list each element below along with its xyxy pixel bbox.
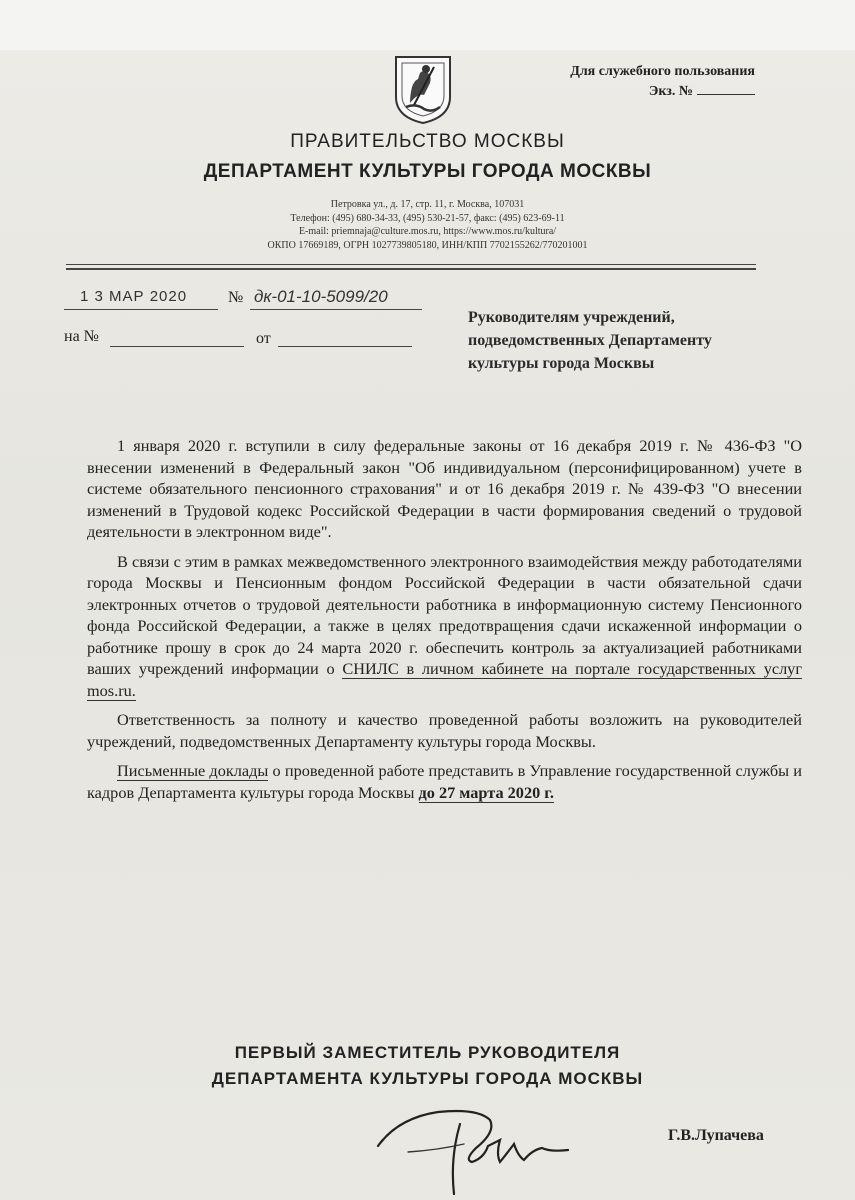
- contact-email: E-mail: priemnaja@culture.mos.ru, https://www.mos.ru/kultura/: [298, 226, 557, 237]
- copy-number-blank: [697, 94, 755, 95]
- contact-phone: Телефон: (495) 680-34-33, (495) 530-21-57, факс: (495) 623-69-11: [290, 212, 565, 224]
- restriction-label: Для служебного пользования: [570, 64, 755, 79]
- registration-number-label: №: [228, 289, 244, 306]
- handwritten-signature: [368, 1088, 578, 1200]
- copy-number-label: Экз. №: [648, 84, 693, 99]
- paragraph-request: [87, 551, 802, 702]
- date-underline: [64, 309, 218, 310]
- header-rule-top: [66, 264, 756, 265]
- paragraph-reports: [87, 760, 802, 803]
- signatory-title: [0, 1040, 855, 1092]
- paragraph-request-text: В связи с этим в рамках межведомственного электронного взаимодействия между работодателями города Москвы и Пенсионным фондом Российской Федерации в части обязательной сдачи электронных отчетов о трудовой деятельности работника в информационную систему Пенсионного фонда Российской Федерации, а также в целях предотвращения сдачи искаженной информации о работнике прошу в срок до 24 марта 2020 г. обеспечить контроль за актуализацией работниками ваших учреждений информации о: [87, 551, 802, 678]
- signatory-name: Г.В.Лупачева: [668, 1127, 764, 1144]
- addressee-line-1: Руководителям учреждений,: [468, 309, 675, 326]
- reference-date-blank: [278, 346, 412, 347]
- department-contacts: [0, 198, 855, 252]
- copy-number: [570, 82, 755, 102]
- number-underline: [250, 309, 422, 310]
- restriction-stamp: [570, 62, 755, 102]
- addressee-line-3: культуры города Москвы: [468, 355, 655, 372]
- addressee: [468, 306, 712, 375]
- moscow-coat-of-arms-icon: [388, 53, 458, 125]
- reports-highlight: Письменные доклады: [117, 761, 269, 780]
- signatory-title-line-2: ДЕПАРТАМЕНТА КУЛЬТУРЫ ГОРОДА МОСКВЫ: [211, 1069, 644, 1088]
- reports-deadline: до 27 марта 2020 г.: [418, 782, 554, 802]
- registration-number: дк-01-10-5099/20: [254, 287, 388, 306]
- reference-number-blank: [110, 346, 244, 347]
- letter-body: [87, 435, 802, 811]
- reference-date-label: от: [256, 330, 271, 347]
- registration-date: 1 3 МАР 2020: [80, 288, 188, 305]
- reference-number-label: на №: [64, 328, 99, 345]
- reports-text: о проведенной работе представить в Управление государственной службы и кадров Департамента культуры города Москвы: [87, 761, 802, 802]
- department-title: ДЕПАРТАМЕНТ КУЛЬТУРЫ ГОРОДА МОСКВЫ: [203, 161, 652, 182]
- contact-address: Петровка ул., д. 17, стр. 11, г. Москва, 107031: [330, 199, 525, 210]
- paragraph-responsibility: Ответственность за полноту и качество проведенной работы возложить на руководителей учреждений, подведомственных Департаменту культуры города Москвы.: [87, 710, 802, 751]
- paragraph-laws: 1 января 2020 г. вступили в силу федеральные законы от 16 декабря 2019 г. № 436-ФЗ "О внесении изменений в Федеральный закон "Об индивидуальном (персонифицированном) учете в системе обязательного пенсионного страхования" и от 16 декабря 2019 г. № 439-ФЗ "О внесении изменений в Трудовой кодекс Российской Федерации в части формирования сведений о трудовой деятельности в электронном виде".: [87, 436, 802, 541]
- contact-codes: ОКПО 17669189, ОГРН 1027739805180, ИНН/КПП 7702155262/770201001: [267, 239, 588, 251]
- header-rule-bottom: [66, 268, 756, 270]
- signatory-title-line-1: ПЕРВЫЙ ЗАМЕСТИТЕЛЬ РУКОВОДИТЕЛЯ: [234, 1043, 621, 1062]
- addressee-line-2: подведомственных Департаменту: [468, 332, 712, 349]
- snils-highlight: СНИЛС в личном кабинете на портале государственных услуг mos.ru.: [87, 659, 803, 700]
- government-title: ПРАВИТЕЛЬСТВО МОСКВЫ: [290, 131, 565, 152]
